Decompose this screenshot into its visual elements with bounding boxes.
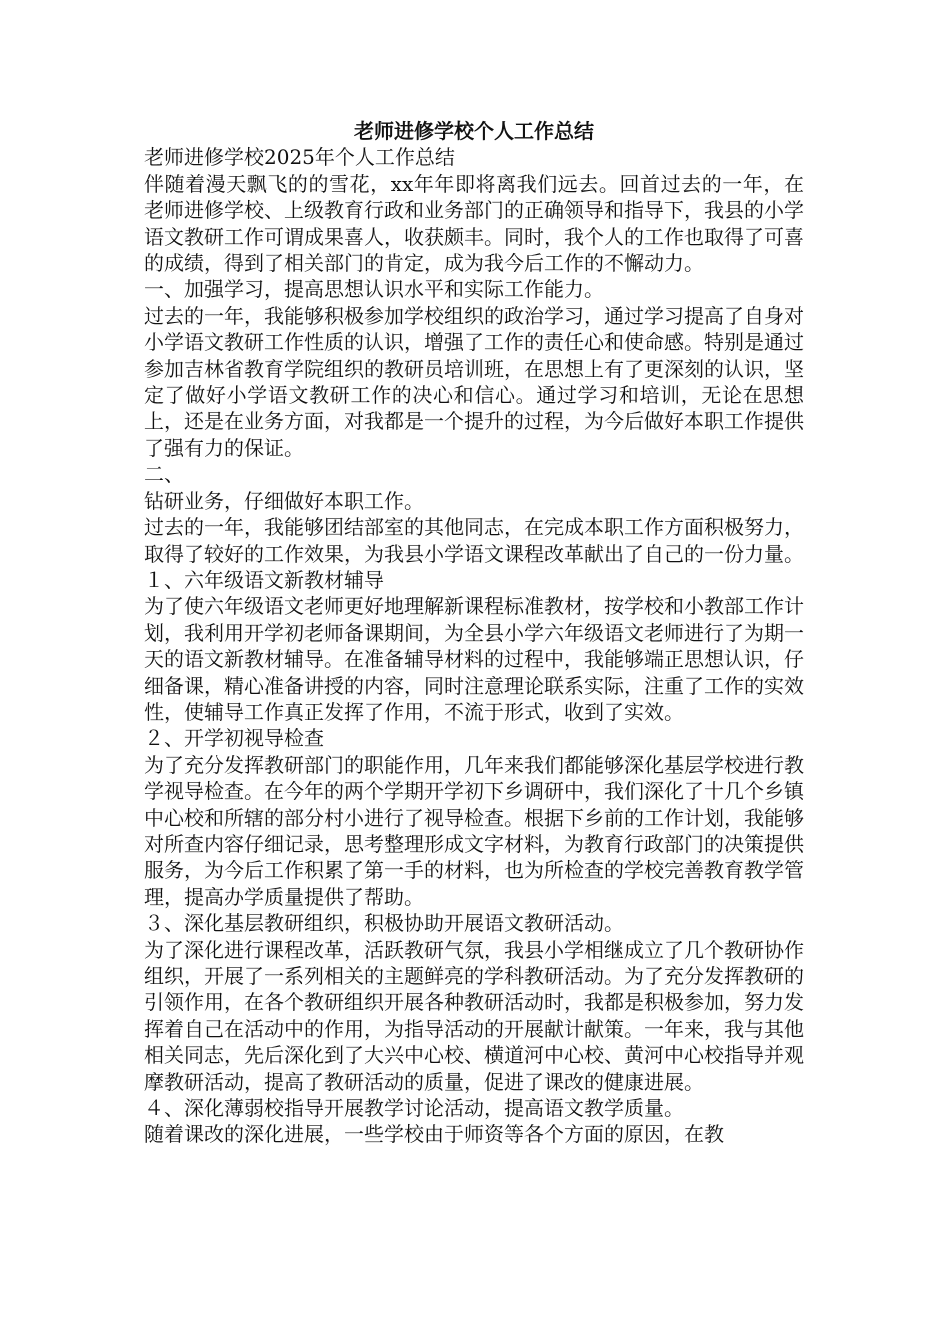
paragraph-item-3: 为了深化进行课程改革，活跃教研气氛，我县小学相继成立了几个教研协作组织，开展了一系列相关的主题鲜亮的学科教研活动。为了充分发挥教研的引领作用，在各个教研组织开展各种教研活动时，我都是积极参加，努力发挥着自己在活动中的作用，为指导活动的开展献计献策。一年来，我与其他相关同志，先后深化到了大兴中心校、横道河中心校、黄河中心校指导并观摩教研活动，提高了教研活动的质量，促进了课改的健康进展。	[144, 937, 804, 1094]
paragraph-item-1: 为了使六年级语文老师更好地理解新课程标准教材，按学校和小教部工作计划，我利用开学初老师备课期间，为全县小学六年级语文老师进行了为期一天的语文新教材辅导。在准备辅导材料的过程中，我能够端正思想认识，仔细备课，精心准备讲授的内容，同时注意理论联系实际，注重了工作的实效性，使辅导工作真正发挥了作用，不流于形式，收到了实效。	[144, 594, 804, 724]
item-heading-4: ４、深化薄弱校指导开展教学讨论活动，提高语文教学质量。	[144, 1096, 684, 1121]
section-heading-2: 钻研业务，仔细做好本职工作。	[144, 488, 424, 513]
document-page	[144, 118, 804, 1148]
paragraph-item-4: 随着课改的深化进展，一些学校由于师资等各个方面的原因，在教	[144, 1122, 724, 1147]
section-heading-1: 一、加强学习，提高思想认识水平和实际工作能力。	[144, 277, 604, 302]
paragraph-item-2: 为了充分发挥教研部门的职能作用，几年来我们都能够深化基层学校进行教学视导检查。在今年的两个学期开学初下乡调研中，我们深化了十几个乡镇中心校和所辖的部分村小进行了视导检查。根据下乡前的工作计划，我能够对所查内容仔细记录，思考整理形成文字材料，为教育行政部门的决策提供服务，为今后工作积累了第一手的材料，也为所检查的学校完善教育教学管理，提高办学质量提供了帮助。	[144, 752, 804, 909]
document-title: 老师进修学校个人工作总结	[354, 119, 594, 143]
document-subtitle: 老师进修学校2025年个人工作总结	[144, 145, 455, 170]
item-heading-3: ３、深化基层教研组织，积极协助开展语文教研活动。	[144, 911, 624, 936]
paragraph-study: 过去的一年，我能够积极参加学校组织的政治学习，通过学习提高了自身对小学语文教研工作性质的认识，增强了工作的责任心和使命感。特别是通过参加吉林省教育学院组织的教研员培训班，在思想上有了更深刻的认识，坚定了做好小学语文教研工作的决心和信心。通过学习和培训，无论在思想上，还是在业务方面，对我都是一个提升的过程，为今后做好本职工作提供了强有力的保证。	[144, 303, 804, 460]
paragraph-intro: 伴随着漫天飘飞的的雪花，xx年年即将离我们远去。回首过去的一年，在老师进修学校、上级教育行政和业务部门的正确领导和指导下，我县的小学语文教研工作可谓成果喜人，收获颇丰。同时，我个人的工作也取得了可喜的成绩，得到了相关部门的肯定，成为我今后工作的不懈动力。	[144, 171, 804, 276]
section-number-2: 二、	[144, 462, 184, 487]
item-heading-1: １、六年级语文新教材辅导	[144, 567, 384, 592]
paragraph-work: 过去的一年，我能够团结部室的其他同志，在完成本职工作方面积极努力，取得了较好的工作效果，为我县小学语文课程改革献出了自己的一份力量。	[144, 515, 804, 566]
item-heading-2: ２、开学初视导检查	[144, 726, 324, 751]
